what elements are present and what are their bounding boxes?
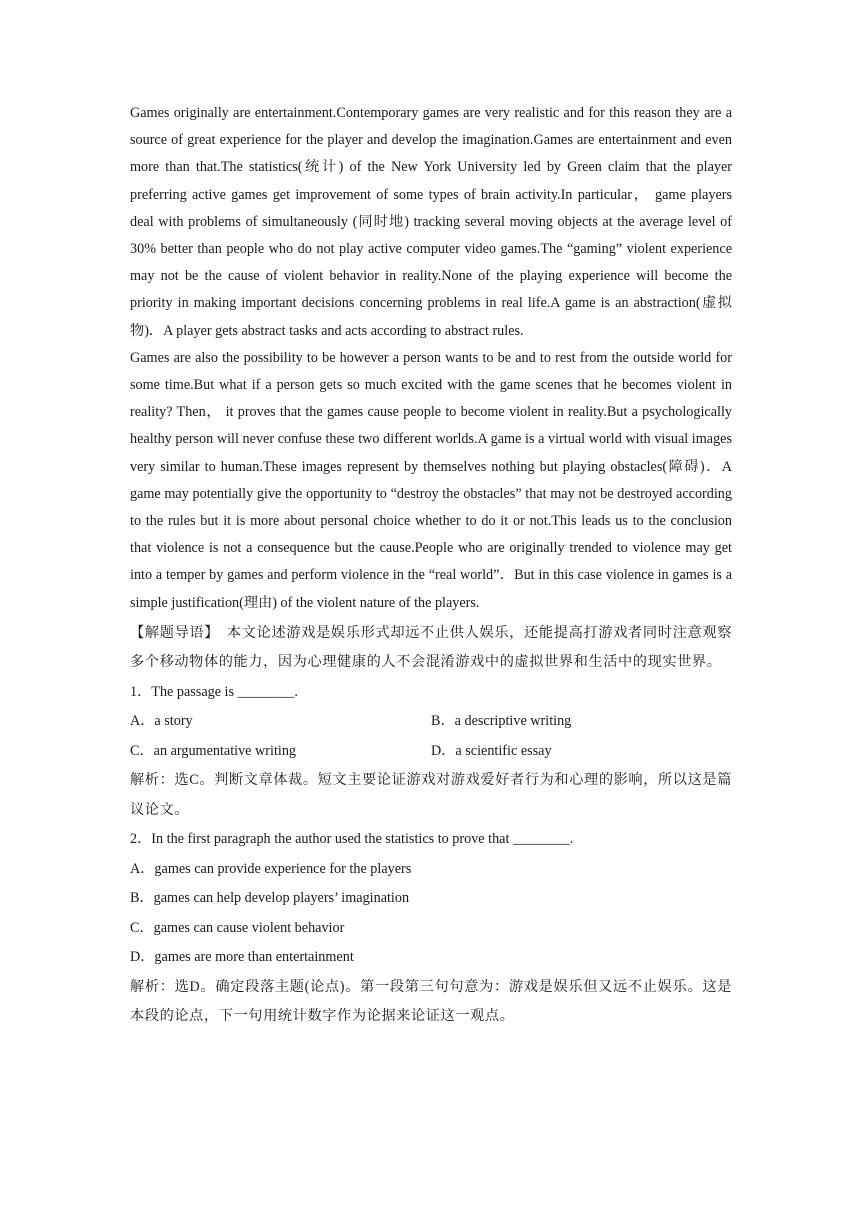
passage-paragraph-1: Games originally are entertainment.Contemporary games are very realistic and for this reason they are a source of great experience for the player and develop the imagination.Games are entertainment and even more than that.The statistics(统计) of the New York University led by Green claim that the player preferring active games get improvement of some types of brain activity.In particular， game players deal with problems of simultaneously (同时地) tracking several moving objects at the average level of 30% better than people who do not play active computer video games.The “gaming” violent experience may not be the cause of violent behavior in reality.None of the playing experience will become the priority in making important decisions concerning problems in real life.A game is an abstraction(虚拟物)．A player gets abstract tasks and acts according to abstract rules. [130,105,732,339]
question-2-option-b: B．games can help develop players’ imagination [130,890,410,907]
question-1-option-a: A．a story [130,713,193,730]
question-2-stem: 2．In the first paragraph the author used the statistics to prove that ________. [130,831,574,848]
question-2-option-a: A．games can provide experience for the players [130,860,412,877]
question-2-option-c: C．games can cause violent behavior [130,919,345,936]
question-1-option-c: C．an argumentative writing [130,742,297,759]
document-page [130,100,732,1032]
question-2-analysis: 解析：选D。确定段落主题(论点)。第一段第三句句意为：游戏是娱乐但又远不止娱乐。这是本段的论点，下一句用统计数字作为论据来论证这一观点。 [130,978,732,1025]
question-1-analysis: 解析：选C。判断文章体裁。短文主要论证游戏对游戏爱好者行为和心理的影响，所以这是篇议论文。 [130,772,732,818]
question-1-stem: 1．The passage is ________. [130,683,298,700]
question-1-options-row-1 [130,707,732,737]
question-1-option-d: D．a scientific essay [431,742,552,759]
reading-guide: 【解题导语】 本文论述游戏是娱乐形式却远不止供人娱乐，还能提高打游戏者同时注意观察多个移动物体的能力，因为心理健康的人不会混淆游戏中的虚拟世界和生活中的现实世界。 [130,624,732,671]
question-1-option-b: B．a descriptive writing [431,713,572,730]
passage-paragraph-2: Games are also the possibility to be however a person wants to be and to rest from the outside world for some time.But what if a person gets so much excited with the game scenes that he becomes violent in reality? Then， it proves that the games cause people to become violent in reality.But a psychologically healthy person will never confuse these two different worlds.A game is a virtual world with visual images very similar to human.These images represent by themselves nothing but playing obstacles(障碍)．A game may potentially give the opportunity to “destroy the obstacles” that may not be destroyed according to the rules but it is more about personal choice whether to do it or not.This leads us to the conclusion that violence is not a consequence but the cause.People who are originally trended to violence may get into a temper by games and perform violence in the “real world”．But in this case violence in games is a simple justification(理由) of the violent nature of the players. [130,349,732,611]
question-2-option-d: D．games are more than entertainment [130,949,354,966]
question-1-options-row-2 [130,737,732,767]
